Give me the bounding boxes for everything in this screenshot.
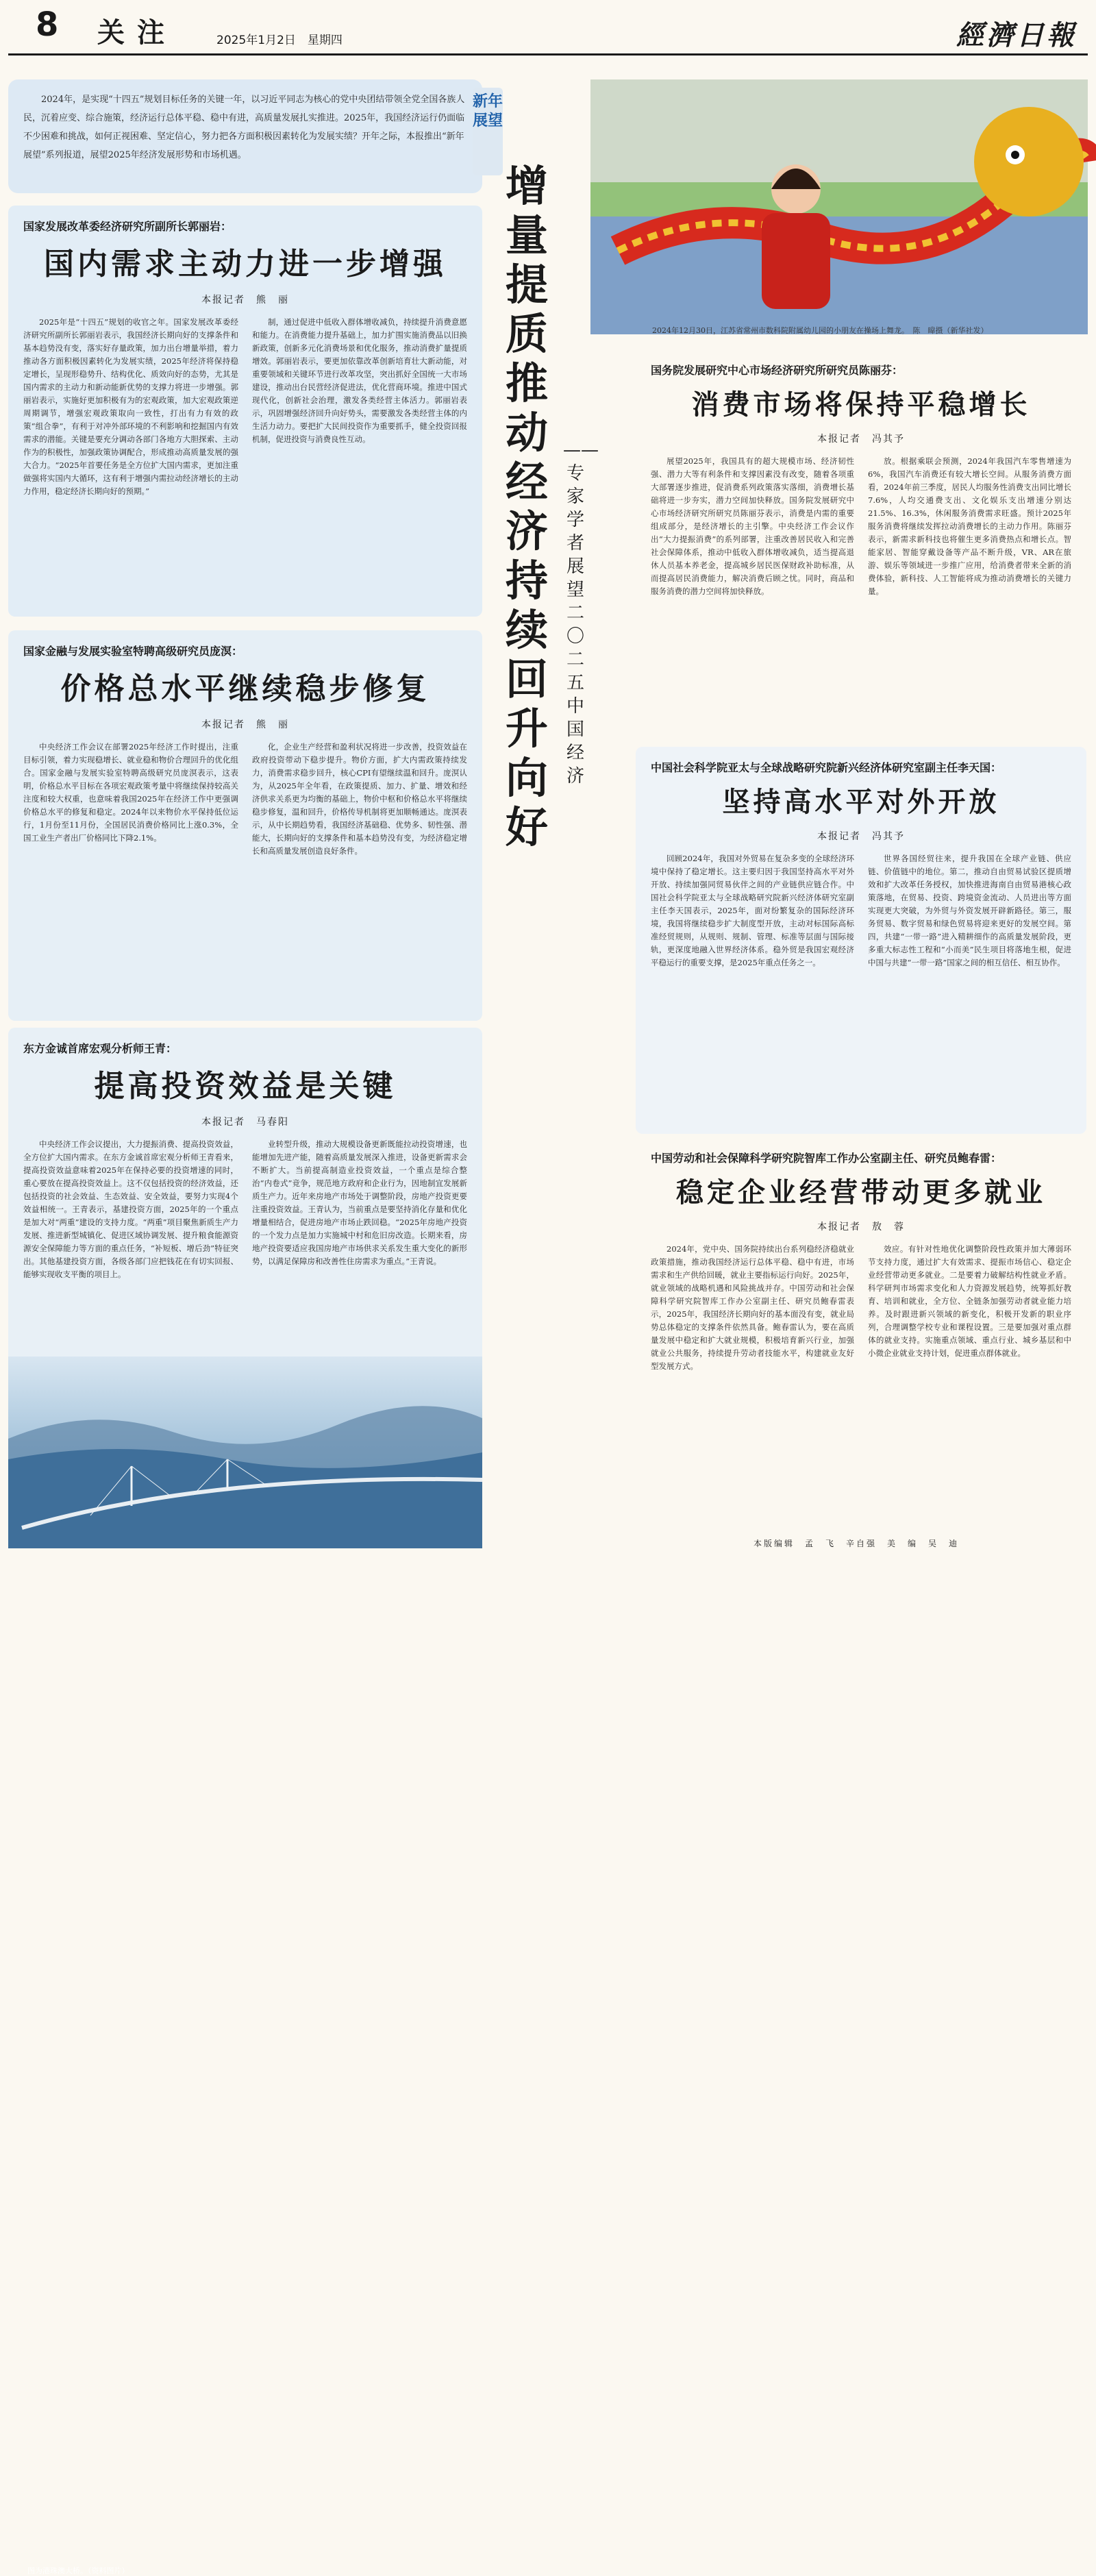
intro-panel	[8, 79, 482, 193]
dragon-dance-image	[590, 79, 1088, 334]
article-columns	[23, 316, 467, 498]
article-col-2: 制，通过促进中低收入群体增收减负，持续提升消费意愿和能力。在消费能力提升基础上，加力扩围实施消费品以旧换新政策，创新多元化消费场景和优化服务，推动消费扩量提质增效。郭丽岩表示，要更加依靠改革创新培育壮大新动能，对重要领域和关键环节进行改革攻坚，突出抓好全国统一大市场建设，推动出台民营经济促进法，优化营商环境。推进中国式现代化，创新社会治理，激发各类经营主体活力。郭丽岩表示，巩固增强经济回升向好势头，需要激发各类经营主体的内生活力动力。要把扩大民间投资作为重要抓手，健全投资回报机制，促进投资与消费良性互动。	[252, 317, 467, 444]
page-editors: 本版编辑 孟 飞 辛自强 美 编 吴 迪	[754, 1539, 960, 1548]
article-col-1: 中央经济工作会议提出，大力提振消费、提高投资效益，全方位扩大国内需求。在东方金诚首席宏观分析师王青看来，提高投资效益意味着2025年在保持必要的投资增速的同时，重心要放在提高投资效益上。这不仅包括投资的经济效益，还包括投资的社会效益、生态效益、安全效益，要努力实现4个效益相统一。王青表示，基建投资方面，2025年的一个重点是加大对“两重”建设的支持力度。“两重”项目聚焦新质生产力发展、推进新型城镇化、促进区域协调发展、提升粮食能源资源安全保障能力等方面的重点任务，“补短板、增后劲”特征突出。其他基建投资方面，各级各部门应把钱花在有切实回报、能够实现收支平衡的项目上。	[23, 1139, 238, 1279]
bridge-landscape-image	[8, 1357, 482, 1548]
article-title: 国内需求主动力进一步增强	[44, 247, 447, 282]
article-title: 价格总水平继续稳步修复	[60, 671, 430, 706]
masthead	[0, 0, 1096, 51]
newspaper-logo: 經濟日報	[956, 19, 1077, 51]
image-credit: 图为港珠澳大桥。（资料图片）	[27, 2566, 129, 2575]
article-byline: 本报记者 熊 丽	[201, 719, 289, 730]
article-wang-qing	[8, 1028, 482, 2575]
article-title: 消费市场将保持平稳增长	[691, 388, 1031, 421]
article-col-1: 展望2025年，我国具有的超大规模市场、经济韧性强、潜力大等有利条件和支撑因素没有改变，随着各项重大部署逐步推进，促消费系列政策落实落细，消费增长基础将进一步夯实，潜力空间加快释放。国务院发展研究中心市场经济研究所研究员陈丽芬表示，消费是内需的重要组成部分，是经济增长的主引擎。中央经济工作会议作出“大力提振消费”的系列部署，注重改善居民收入和完善社会保障体系，推动中低收入群体增收减负，适当提高退休人员基本养老金，提高城乡居民医保财政补助标准，从而提高居民消费能力，解决消费后顾之忧。同时，商品和服务消费的潜力空间将加快释放。	[651, 456, 854, 596]
article-col-2: 世界各国经贸往来，提升我国在全球产业链、供应链、价值链中的地位。第二，推动自由贸易试验区提质增效和扩大改革任务授权，加快推进海南自由贸易港核心政策落地，在贸易、投资、跨境资金流动、人员进出等方面实现更大突破，为外贸与外资发展开辟新路径。第三，服务贸易、数字贸易和绿色贸易将迎来更好的发展空间。第四，共建“一带一路”进入精耕细作的高质量发展阶段，更多重大标志性工程和“小而美”民生项目将落地生根，促进中国与共建“一带一路”国家之间的相互信任、相互协作。	[868, 854, 1071, 967]
article-columns	[23, 741, 467, 858]
article-col-1: 2025年是“十四五”规划的收官之年。国家发展改革委经济研究所副所长郭丽岩表示，我国经济长期向好的支撑条件和基本趋势没有变，落实好存量政策，加力出台增量举措，着力推动各方面积极因素转化为发展实绩，2025年经济将保持稳定增长，呈现形稳势升、结构优化、质效向好的态势，尤其是国内需求的主动力和新动能新优势的支撑力将进一步增强。郭丽岩表示，实施好更加积极有为的宏观政策，加大宏观政策逆周期调节，增强宏观政策取向一致性，打出有力有效的政策“组合拳”，有利于对冲外部环境的不利影响和挖掘国内有效需求的潜能。关键是要充分调动各部门各地方大胆探索、主动作为的积极性，加强政策协调配合，形成推动高质量发展的强大合力。“2025年首要任务是全方位扩大国内需求，更加注重做强将实国内大循环，这有利于增强内需拉动经济增长的主动力作用，稳定经济长期向好的预期。”	[23, 317, 238, 496]
article-col-2: 化，企业生产经营和盈利状况将进一步改善，投资效益在政府投资带动下稳步提升。物价方面，扩大内需政策持续发力，消费需求稳步回升，核心CPI有望继续温和回升。庞溟认为，从2025年全年看，在政策提质、加力、扩量、增效和经济供求关系更为均衡的基础上，物价中枢和价格总水平将继续稳步修复，温和回升，价格传导机制将更加顺畅通达。庞溟表示，从中长期趋势看，我国经济基础稳、优势多、韧性强、潜能大，长期向好的支撑条件和基本趋势没有变，为经济稳定增长和高质量发展创造良好条件。	[252, 742, 467, 856]
article-col-2: 业转型升级，推动大规模设备更新既能拉动投资增速，也能增加先进产能，随着高质量发展深入推进，设备更新需求会不断扩大。当前提高制造业投资效益，一个重点是综合整治“内卷式”竞争，规范地方政府和企业行为，因地制宜发展新质生产力。近年来房地产市场处于调整阶段，房地产投资更要注重投资效益。王青认为，当前重点是要坚持消化存量和优化增量相结合，促进房地产市场止跌回稳。“2025年房地产投资的一个发力点是加力实施城中村和危旧房改造。长期来看，房地产投资要适应我国房地产市场供求关系发生重大变化的新形势，以满足保障房和改善性住房需求为重点。”王青说。	[252, 1139, 467, 1266]
issue-date: 2025年1月2日 星期四	[216, 34, 342, 47]
article-guo-liyan	[8, 206, 482, 617]
article-chen-lifen	[636, 349, 1086, 740]
photo-caption: 2024年12月30日，江苏省常州市数科院附属幼儿园的小朋友在操场上舞龙。 陈 暐摄（新华社发）	[652, 326, 988, 335]
article-columns	[651, 852, 1071, 969]
article-kicker: 中国劳动和社会保障科学研究院智库工作办公室副主任、研究员鲍春雷：	[651, 1152, 1002, 1165]
article-li-tianguo	[636, 747, 1086, 1134]
article-title: 坚持高水平对外开放	[722, 786, 1000, 818]
article-columns	[651, 455, 1071, 598]
article-kicker: 国务院发展研究中心市场经济研究所研究员陈丽芬：	[651, 364, 904, 377]
article-pang-ming	[8, 630, 482, 1021]
intro-text: 2024年，是实现“十四五”规划目标任务的关键一年，以习近平同志为核心的党中央团结带领全党全国各族人民，沉着应变、综合施策，经济运行总体平稳、稳中有进，高质量发展扎实推进。2025年，我国经济运行仍面临不少困难和挑战，如何正视困难、坚定信心，努力把各方面积极因素转化为发展实绩？开年之际，本报推出“新年展望”系列报道，展望2025年经济发展形势和市场机遇。	[23, 95, 465, 160]
article-kicker: 国家发展改革委经济研究所副所长郭丽岩：	[23, 220, 232, 233]
section-name: 关注	[97, 16, 177, 49]
main-title: 增量提质 推动经济持续回升向好	[505, 161, 591, 852]
main-subtitle: ——专家学者展望二〇二五中国经济	[563, 440, 599, 787]
article-byline: 本报记者 熊 丽	[201, 295, 289, 306]
article-bao-chunlei	[636, 1137, 1086, 1531]
article-col-2: 效应。有针对性地优化调整阶段性政策并加大薄弱环节支持力度，通过扩大有效需求、提振市场信心、稳定企业经营带动更多就业。二是要着力破解结构性就业矛盾。科学研判市场需求变化和人力资源发展趋势，统筹抓好教育、培训和就业，全方位、全链条加强劳动者就业能力培养。及时跟进新兴领域的新变化，积极开发新的职业序列，合理调整学校专业和课程设置。三是要加强对重点群体的就业支持。实施重点领域、重点行业、城乡基层和中小微企业就业支持计划，促进重点群体就业。	[868, 1244, 1071, 1358]
article-byline: 本报记者 敖 蓉	[817, 1222, 905, 1233]
header-rule	[8, 53, 1088, 55]
page-number: 8	[36, 5, 59, 44]
dragon-dance-photo	[590, 79, 1088, 334]
article-kicker: 中国社会科学院亚太与全球战略研究院新兴经济体研究室副主任李天国：	[651, 761, 1002, 774]
article-columns	[23, 1138, 467, 1281]
article-byline: 本报记者 冯其予	[817, 831, 905, 842]
article-kicker: 国家金融与发展实验室特聘高级研究员庞溟：	[23, 645, 243, 658]
article-title: 提高投资效益是关键	[94, 1069, 397, 1104]
article-col-1: 2024年，党中央、国务院持续出台系列稳经济稳就业政策措施，推动我国经济运行总体平稳、稳中有进，市场需求和生产供给回暖，就业主要指标运行向好。2025年，就业领域的战略机遇和风险挑战并存。中国劳动和社会保障科学研究院智库工作办公室副主任、研究员鲍春雷表示，2025年，我国经济长期向好的基本面没有变，就业局势总体稳定的支撑条件依然具备。鲍春雷认为，要在高质量发展中稳定和扩大就业规模，积极培育新兴行业，加强就业公共服务，持续提升劳动者技能水平，构建就业友好型发展方式。	[651, 1244, 854, 1371]
article-col-2: 放。根据乘联会预测，2024年我国汽车零售增速为6%，我国汽车消费还有较大增长空间。从服务消费方面看，2024年前三季度，居民人均服务性消费支出同比增长7.6%，人均交通费支出、文化娱乐支出增速分别达21.5%、16.3%，休闲服务消费需求旺盛。预计2025年服务消费将继续发挥拉动消费增长的主动力作用。陈丽芬表示，新需求新科技也将催生更多消费热点和增长点。智能家居、智能穿戴设备等产品不断升级，VR、AR在旅游、娱乐等领域进一步推广应用，给消费者带来全新的消费体验，新科技、人工智能将成为推动消费增长的关键力量。	[868, 456, 1071, 596]
article-title: 稳定企业经营带动更多就业	[676, 1176, 1046, 1209]
article-columns	[651, 1243, 1071, 1373]
series-tag: 新年展望	[473, 88, 503, 175]
article-kicker: 东方金诚首席宏观分析师王青：	[23, 1042, 177, 1055]
article-col-1: 中央经济工作会议在部署2025年经济工作时提出，注重目标引领，着力实现稳增长、就业稳和物价合理回升的优化组合。国家金融与发展实验室特聘高级研究员庞溟表示，这表明，价格总水平目标在各项宏观政策考量中将继续保持较高关注度和较大权重，也意味着我国2025年在经济工作中更强调价格总水平的修复和稳定。2024年以来物价水平保持低位运行，1月份至11月份，全国居民消费价格同比上涨0.3%，全国工业生产者出厂价格同比下降2.1%。	[23, 742, 238, 843]
article-byline: 本报记者 冯其予	[817, 434, 905, 445]
article-byline: 本报记者 马春阳	[201, 1117, 289, 1128]
article-col-1: 回顾2024年，我国对外贸易在复杂多变的全球经济环境中保持了稳定增长。这主要归因于我国坚持高水平对外开放、持续加强同贸易伙伴之间的产业链供应链合作。中国社会科学院亚太与全球战略研究院新兴经济体研究室副主任李天国表示，2025年，面对纷繁复杂的国际经济环境，我国将继续稳步扩大制度型开放，主动对标国际高标准经贸规则，从规则、规制、管理、标准等层面与国际接轨，更深度地融入世界经济体系。稳外贸是我国宏观经济平稳运行的重要支撑，是2025年重点任务之一。	[651, 854, 854, 967]
